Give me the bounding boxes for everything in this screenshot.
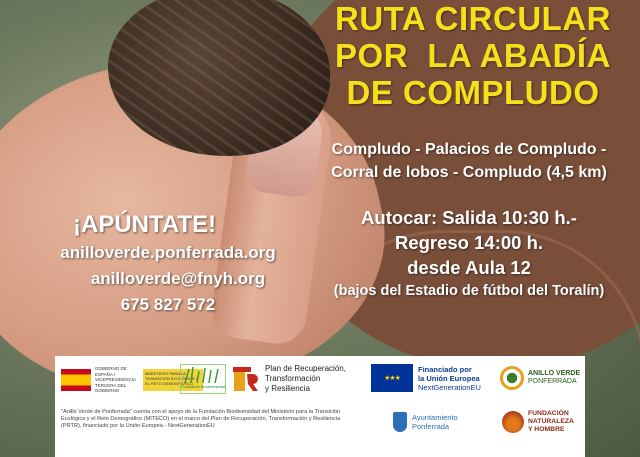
bus-line-2: Regreso 14:00 h. (394, 232, 544, 253)
title-line-2: POR LA ABADÍA (335, 37, 611, 74)
bus-line-1: Autocar: Salida 10:30 h.- (361, 207, 577, 228)
fnh-icon (502, 411, 524, 433)
title-line-3: DE COMPLUDO (346, 74, 600, 111)
plan-line-2: Transformación (265, 374, 321, 383)
sponsor-footer (55, 356, 585, 457)
route-description (304, 138, 634, 184)
anillo-line-1: ANILLO VERDE (528, 369, 581, 377)
eu-logo (371, 364, 481, 392)
fnh-text (528, 410, 574, 433)
bus-location-note: (bajos del Estadio de fútbol del Toralín) (333, 283, 605, 299)
grass-icon (180, 364, 226, 394)
ponferrada-shield-icon (393, 412, 407, 432)
funding-disclaimer: "Anillo Verde de Ponferrada" cuenta con el apoyo de la Fundación Biodiversidad del Ministerio para la Transición Ecológica y el Reto Demográfico (MITECO) en el marco del Plan de Recuperación, Transformación y Resiliencia (PRTR), financiado por la Unión Europea - NextGenerationEU (61, 409, 341, 430)
eu-flag-icon: ★★★ (371, 364, 413, 392)
eu-line-1: Financiado por (418, 364, 472, 374)
route-line-1: Compludo - Palacios de Compludo - (331, 141, 607, 158)
phone-number[interactable]: 675 827 572 (120, 295, 216, 314)
fnh-line-2: NATURALEZA (528, 417, 574, 425)
gobierno-text: GOBIERNO DE ESPAÑA / VICEPRESIDENCIA TERCERA DEL GOBIERNO (95, 366, 136, 393)
fnh-line-1: FUNDACIÓN (528, 410, 569, 417)
poster-title (318, 0, 628, 111)
title-line-1: RUTA CIRCULAR (335, 0, 611, 37)
miteco-text: MINISTERIO PARA LA TRANSICIÓN ECOLÓGICA Y EL RETO DEMOGRÁFICO (143, 369, 203, 391)
anillo-line-2: PONFERRADA (528, 378, 577, 385)
signup-heading: ¡APÚNTATE! (73, 211, 217, 238)
anillo-verde-logo (500, 366, 580, 390)
plan-line-3: y Resiliencia (265, 384, 310, 393)
anillo-verde-icon (500, 366, 524, 390)
biodiversidad-text: Fundación Biodiversidad (181, 384, 225, 389)
fnh-logo (502, 410, 574, 433)
biodiversidad-logo (180, 364, 226, 394)
eu-line-3: NextGenerationEU (418, 382, 481, 392)
bus-schedule (304, 205, 634, 302)
ayto-line-1: Ayuntamiento (412, 413, 458, 422)
email-link[interactable]: anilloverde@fnyh.org (90, 269, 266, 288)
ayuntamiento-logo (393, 412, 458, 432)
spain-flag-icon (61, 369, 91, 391)
plan-line-1: Plan de Recuperación, (265, 364, 346, 373)
prtr-logo (233, 364, 346, 394)
ayuntamiento-text (412, 413, 458, 431)
grass-drawing-icon (181, 365, 223, 383)
tr-mark-icon (233, 366, 259, 392)
plan-recuperacion-text (265, 364, 346, 394)
eu-line-2: la Unión Europea (418, 373, 480, 383)
contact-block (18, 210, 318, 318)
eu-funding-text (418, 365, 481, 392)
anillo-verde-text (528, 370, 580, 387)
website-link[interactable]: anilloverde.ponferrada.org (60, 243, 276, 262)
route-line-2: Corral de lobos - Compludo (4,5 km) (331, 164, 607, 181)
bus-line-3: desde Aula 12 (407, 257, 531, 278)
fnh-line-3: Y HOMBRE (528, 425, 565, 433)
ayto-line-2: Ponferrada (412, 422, 450, 431)
